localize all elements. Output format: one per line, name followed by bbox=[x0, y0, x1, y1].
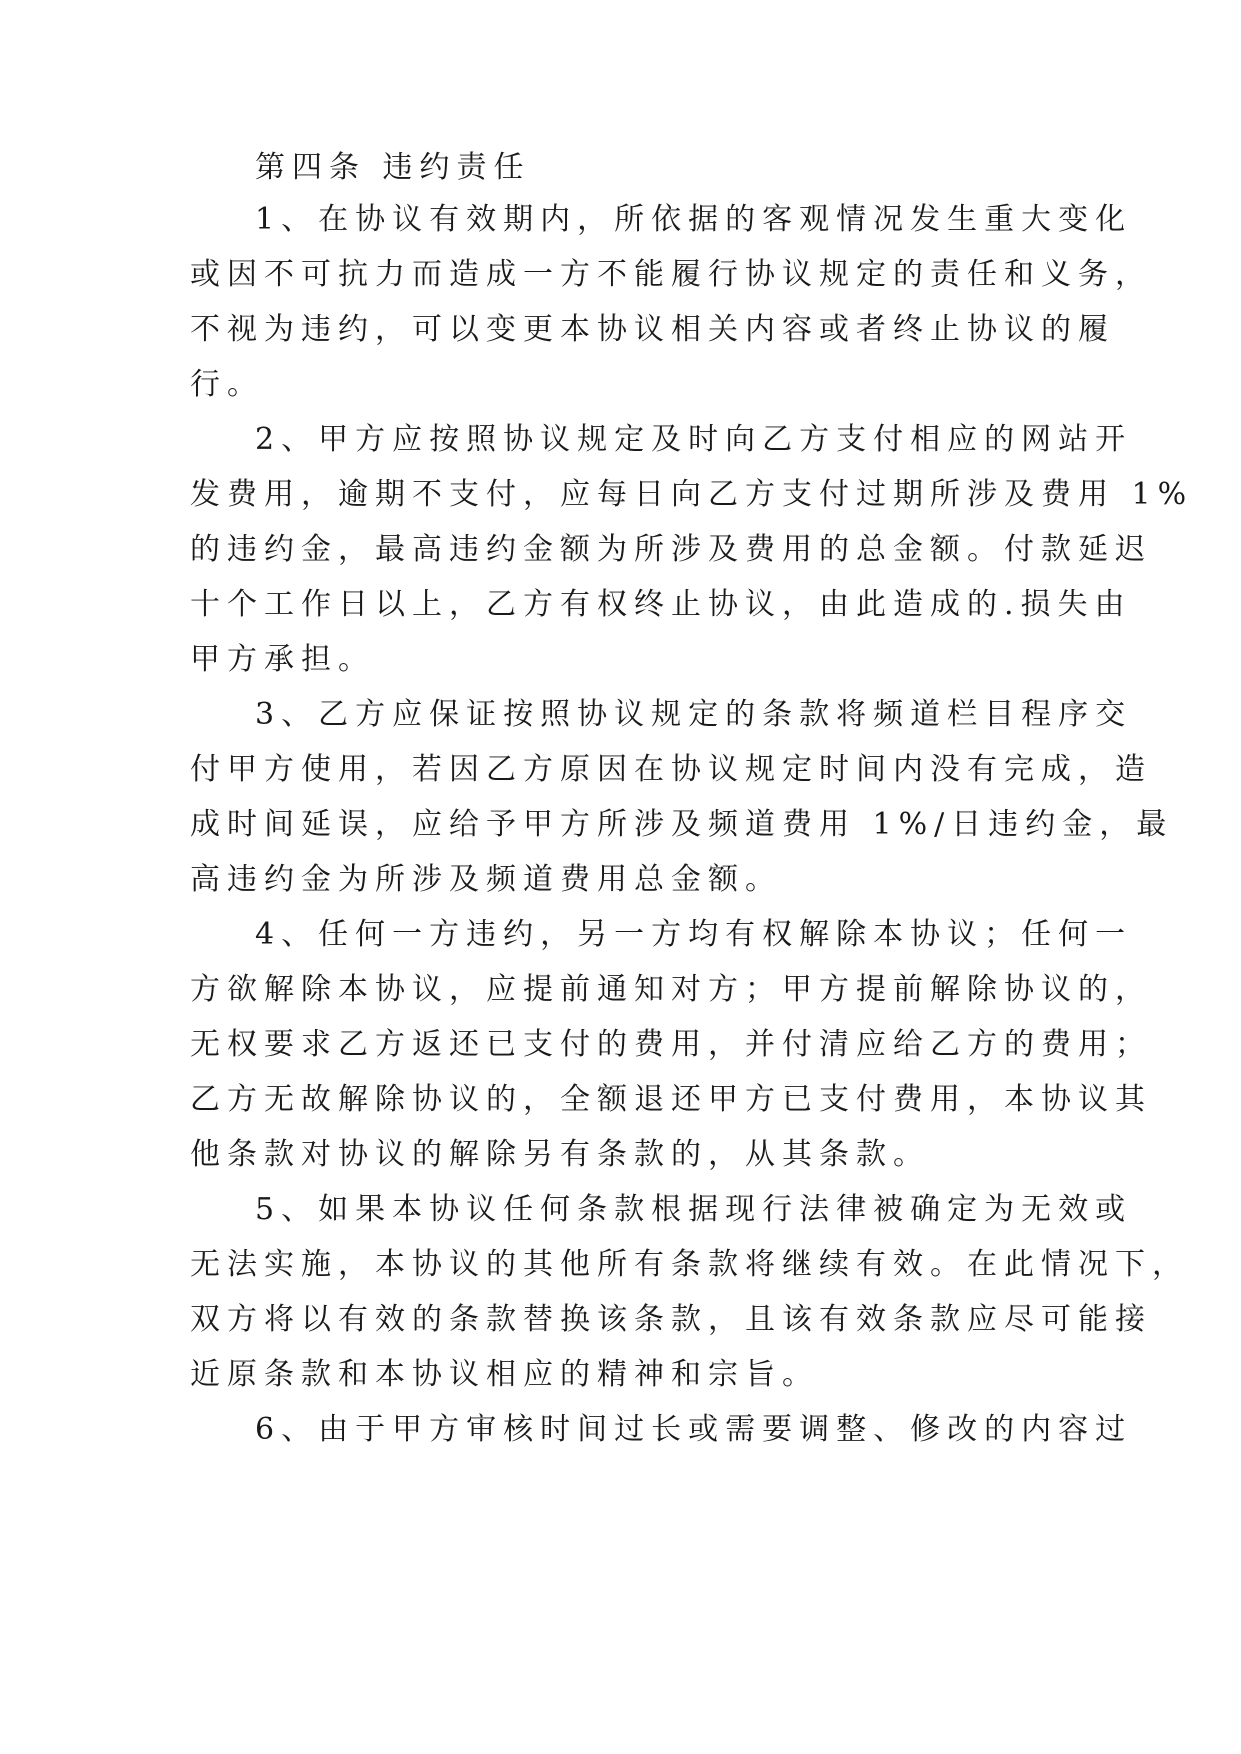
paragraph-6-line-1: 6、由于甲方审核时间过长或需要调整、修改的内容过 bbox=[255, 1412, 1133, 1447]
paragraph-2-line-1: 2、甲方应按照协议规定及时向乙方支付相应的网站开 bbox=[255, 422, 1133, 457]
paragraph-4-line-2: 方欲解除本协议，应提前通知对方；甲方提前解除协议的， bbox=[190, 972, 1152, 1007]
paragraph-3-line-1: 3、乙方应保证按照协议规定的条款将频道栏目程序交 bbox=[255, 697, 1133, 732]
paragraph-1-line-3: 不视为违约，可以变更本协议相关内容或者终止协议的履 bbox=[190, 312, 1115, 347]
paragraph-3-line-3: 成时间延误，应给予甲方所涉及频道费用 1%/日违约金，最 bbox=[190, 807, 1174, 842]
paragraph-5-line-3: 双方将以有效的条款替换该条款，且该有效条款应尽可能接 bbox=[190, 1302, 1152, 1337]
paragraph-5-line-2: 无法实施，本协议的其他所有条款将继续有效。在此情况下， bbox=[190, 1247, 1189, 1282]
paragraph-2-line-5: 甲方承担。 bbox=[190, 642, 375, 677]
paragraph-1-line-1: 1、在协议有效期内，所依据的客观情况发生重大变化 bbox=[255, 202, 1133, 237]
paragraph-1-line-2: 或因不可抗力而造成一方不能履行协议规定的责任和义务， bbox=[190, 257, 1152, 292]
paragraph-2-line-4: 十个工作日以上，乙方有权终止协议，由此造成的.损失由 bbox=[190, 587, 1132, 622]
paragraph-3-line-2: 付甲方使用，若因乙方原因在协议规定时间内没有完成，造 bbox=[190, 752, 1152, 787]
paragraph-2-line-2: 发费用，逾期不支付，应每日向乙方支付过期所涉及费用 1% bbox=[190, 477, 1194, 512]
paragraph-2-line-3: 的违约金，最高违约金额为所涉及费用的总金额。付款延迟 bbox=[190, 532, 1152, 567]
paragraph-4-line-1: 4、任何一方违约，另一方均有权解除本协议；任何一 bbox=[255, 917, 1133, 952]
paragraph-5-line-4: 近原条款和本协议相应的精神和宗旨。 bbox=[190, 1357, 819, 1392]
paragraph-4-line-4: 乙方无故解除协议的，全额退还甲方已支付费用，本协议其 bbox=[190, 1082, 1152, 1117]
section-title: 第四条 违约责任 bbox=[255, 150, 531, 185]
paragraph-4-line-3: 无权要求乙方返还已支付的费用，并付清应给乙方的费用； bbox=[190, 1027, 1152, 1062]
paragraph-4-line-5: 他条款对协议的解除另有条款的，从其条款。 bbox=[190, 1137, 930, 1172]
paragraph-1-line-4: 行。 bbox=[190, 367, 264, 402]
paragraph-3-line-4: 高违约金为所涉及频道费用总金额。 bbox=[190, 862, 782, 897]
paragraph-5-line-1: 5、如果本协议任何条款根据现行法律被确定为无效或 bbox=[255, 1192, 1133, 1227]
